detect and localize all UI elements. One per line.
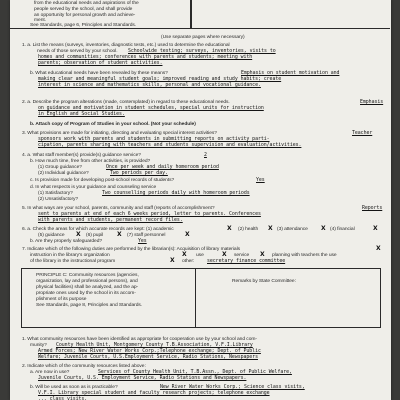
q2b-question: b. Attach copy of Program of Studies in your school. (Not your schedule) bbox=[30, 122, 196, 127]
q3-answer-0: Teacher bbox=[352, 130, 373, 136]
questionnaire-page bbox=[10, 0, 391, 400]
c2-question: 2. Indicate which of the community resources listed above: bbox=[22, 364, 146, 369]
c2b-answer-3: ... class visits. bbox=[38, 396, 88, 400]
remarks-label: Remarks by State Committee: bbox=[232, 279, 296, 284]
principle-c-reference: See Standards, page 8, Principles and Standards. bbox=[36, 303, 143, 308]
q4b1-answer: Once per week and daily homeroom period bbox=[106, 164, 219, 170]
q6-health-label: (2) health bbox=[238, 227, 259, 232]
c1-question-1: 1. What community resources have been identified as appropriate for cooperation use by your school and com- bbox=[22, 337, 257, 342]
c2a-answer-1: Services of County Health Unit, T.B.Assn., Dept. of Public Welfare, bbox=[98, 369, 292, 375]
q6-academic-check: X bbox=[227, 225, 232, 232]
q6-financial-check: X bbox=[373, 225, 378, 232]
q4c-question: c. Is provision made for developing post-school records of students? bbox=[30, 178, 175, 183]
principle-c-text-5: plishment of its purpose bbox=[36, 297, 87, 302]
c1-answer-2: Armed Forces; New River Water Works Corp.;Telephone exchange; Dept. of Public bbox=[38, 348, 261, 354]
top-right-box bbox=[191, 0, 390, 29]
c1-answer-3: Welfare; Juvenile Courts, U.S.Employment Service, Radio Stations, Newspapers bbox=[38, 354, 258, 360]
q2a-answer-2: in English and Social Studies. bbox=[38, 111, 125, 117]
principle-b-text-4: ment. bbox=[34, 18, 46, 23]
principle-b-text-1: from the educational needs and aspirations of the bbox=[34, 1, 139, 6]
q4b1-label: (1) Group guidance? bbox=[38, 165, 82, 170]
q1a-answer-2: homes and communities; conferences with parents and students; meeting with bbox=[38, 54, 253, 60]
q7-question-1: 7. Indicate which of the following duties are performed by the librarian(s): Acquisition of library materials bbox=[22, 247, 240, 252]
q7-service-label: service bbox=[234, 253, 250, 258]
separate-pages-note: (Use separate pages where necessary) bbox=[161, 35, 245, 40]
q7-question-3: of the library in the instructional program bbox=[30, 259, 116, 264]
q7-use-label: use bbox=[196, 253, 204, 258]
q6-pupil-label: (6) pupil bbox=[86, 233, 104, 238]
q6b-question: b. Are they properly safeguarded? bbox=[30, 239, 103, 244]
c1-answer-1: County Health Unit, Montgomery County T.B.Association, V.F.I.Library bbox=[56, 342, 253, 348]
principle-b-text-2: people served by the school, and shall provide bbox=[34, 7, 133, 12]
principle-b-reference: See Standards, page 6, Principles and Standards. bbox=[30, 23, 137, 28]
q1a-question-2: needs of those served by your school. bbox=[37, 49, 118, 54]
q6-financial-label: (4) financial bbox=[330, 227, 355, 232]
q1b-answer-0: Emphasis on student motivation and bbox=[241, 70, 340, 76]
principle-c-divider bbox=[195, 268, 196, 327]
q3-answer-2: cipation, parents sharing with teachers and students supervision and evaluation/activities. bbox=[38, 142, 302, 148]
q4a-question: 4. a. What staff member(s) provide(s) guidance service? bbox=[22, 153, 141, 158]
q6-health-check: X bbox=[268, 225, 273, 232]
q2a-answer-1: on guidance and motivation in student schedules, special units for instruction bbox=[38, 105, 264, 111]
q4b2-label: (2) Individual guidance? bbox=[38, 171, 89, 176]
q1b-answer-2: interest in science and mathematics skills, personal and vocational guidance. bbox=[38, 82, 261, 88]
principle-c-text-1: PRINCIPLE C: Community resources (agencies, bbox=[36, 273, 139, 278]
q3-answer-1: sponsors work with parents and students in submitting reports on activity parti- bbox=[38, 136, 270, 142]
q6-pupil-check: X bbox=[117, 231, 122, 238]
q6-guidance-check: X bbox=[76, 231, 81, 238]
principle-b-text-3: an opportunity for personal growth and achieve- bbox=[34, 13, 136, 18]
q4b-question: b. How much time, free from other activities, is provided? bbox=[30, 159, 151, 164]
q7-use-check: X bbox=[222, 251, 227, 258]
q2a-answer-0: Emphasis bbox=[360, 99, 384, 105]
q6-attendance-label: (3) attendance bbox=[277, 227, 308, 232]
q5-answer-0: Reports bbox=[362, 205, 383, 211]
principle-c-text-4: propriate ones used by the school in its accom- bbox=[36, 291, 136, 296]
q4d-question: d. In what respects is your guidance and counseling service bbox=[30, 185, 157, 190]
q6-staff-check: X bbox=[185, 231, 190, 238]
q6b-answer: Yes bbox=[138, 238, 147, 244]
q5-answer-2: with parents and students, permanent record files. bbox=[38, 217, 183, 223]
q4a-answer: 2 bbox=[204, 152, 207, 158]
q6-attendance-check: X bbox=[321, 225, 326, 232]
q4d2-label: (2) Unsatisfactory? bbox=[38, 197, 79, 202]
q4c-answer: Yes bbox=[256, 177, 265, 183]
q7-question-2: instruction in the library's organization bbox=[30, 253, 110, 258]
q2a-question: 2. a. Describe the program alterations (made, contemplated) in regard to these educational needs. bbox=[22, 100, 230, 105]
q6-staff-label: (7) staff personnel bbox=[127, 233, 166, 238]
q7-acquisition-check: X bbox=[376, 245, 381, 252]
c2b-answer-2: V.F.I. Library special student and faculty research projects; telephone exchange bbox=[38, 390, 270, 396]
q6-guidance-label: (5) guidance bbox=[38, 233, 65, 238]
q5-answer-1: sent to parents at end of each 6 weeks period, letter to parents. Conferences bbox=[38, 211, 261, 217]
q1b-answer-1: making clear and meaningful student goals; improved reading and study habits; create bbox=[38, 76, 282, 82]
q7-service-check: X bbox=[260, 251, 265, 258]
c2a-answer-2: Juvenile Courts, U.S. Employment Service, Radio Stations and Newspapers. bbox=[38, 375, 247, 381]
principle-c-text-3: physical facilities) shall be analyzed, and the ap- bbox=[36, 285, 139, 290]
q1a-answer-3: parents; observation of student activities. bbox=[38, 60, 163, 66]
q7-other-label: other: bbox=[182, 259, 195, 264]
q7-organization-check: X bbox=[182, 251, 187, 258]
q7-other-answer: secretary finance committee bbox=[207, 258, 286, 264]
c2a-question: a. Are now in use? bbox=[30, 370, 70, 375]
c2b-answer-1: New River Water Works Corp.; Science class visits, bbox=[160, 384, 305, 390]
q4b2-answer: Two periods per day. bbox=[110, 170, 168, 176]
c2b-question: b. Will be used as soon as is practicable? bbox=[30, 385, 118, 390]
q3-question: 3. What provisions are made for initiating, directing and evaluating special interest activities? bbox=[22, 131, 217, 136]
q1b-question: b. What educational needs have been revealed by these means? bbox=[30, 71, 168, 76]
principle-c-text-2: organization, lay and professional persons), and bbox=[36, 279, 138, 284]
q7-planning-label: planning with teachers the use bbox=[272, 253, 337, 258]
q4d1-label: (1) Satisfactory? bbox=[38, 191, 73, 196]
q7-instructional-check: X bbox=[170, 257, 175, 264]
q4d1-answer: Two counselling periods daily with homeroom periods bbox=[102, 190, 250, 196]
q1a-question-1: 1. a. List the means (surveys, inventories, diagnostic tests, etc.) used to determine the educational bbox=[22, 43, 230, 48]
q1a-answer-1: Schoolwide testing; surveys, inventories, visits to bbox=[128, 48, 276, 54]
q6a-question: 6. a. Check the areas for which accurate records are kept: (1) academic bbox=[22, 227, 174, 232]
c1-question-2: munity? bbox=[30, 343, 47, 348]
q5-question: 5. In what ways are your school, parents, community and staff (reports of accomplishment? bbox=[22, 206, 215, 211]
